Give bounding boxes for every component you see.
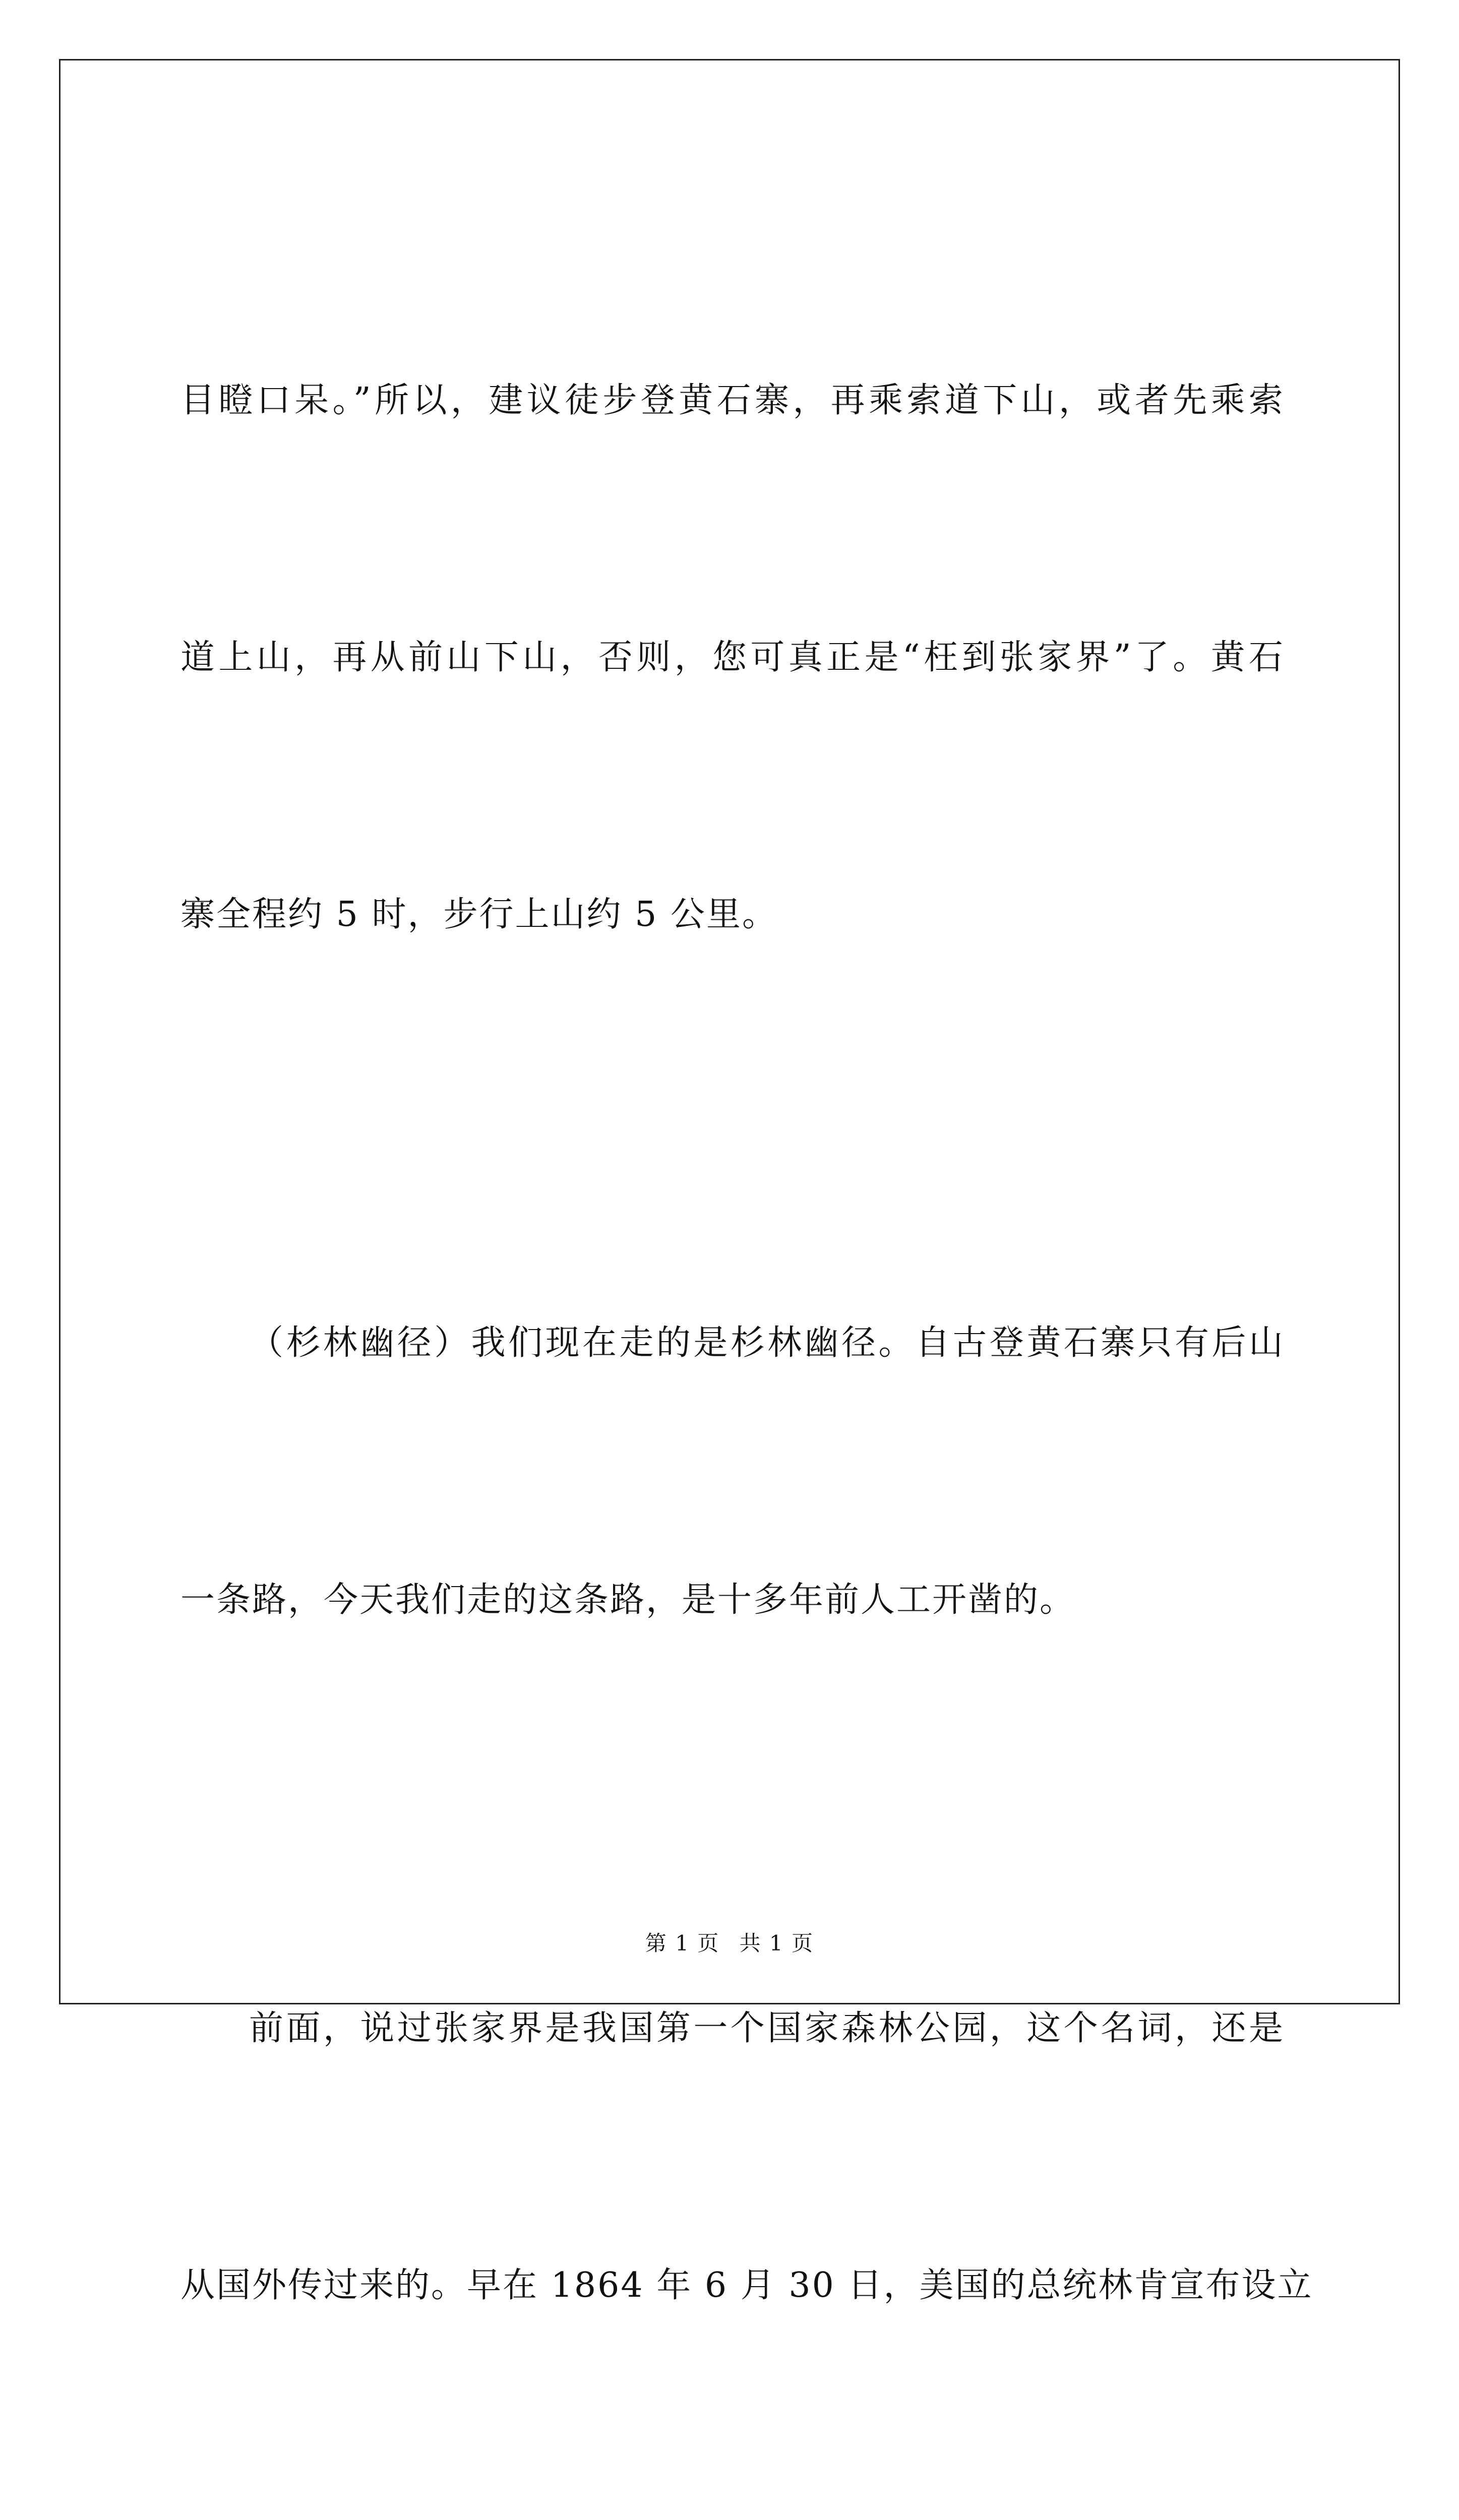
page-total: 共 1 页 xyxy=(739,1931,814,1956)
page-footer xyxy=(0,1927,1459,1957)
page-number: 第 1 页 xyxy=(645,1931,720,1956)
paragraph-3-line-1: 前面，说过张家界是我国第一个国家森林公园，这个名词，还是 xyxy=(249,2008,1285,2048)
document-body xyxy=(180,186,1313,2520)
paragraph-3-line-3 xyxy=(180,2500,1285,2520)
paragraph-1-line-3: 寨全程约 5 时，步行上山约 5 公里。 xyxy=(180,895,778,934)
paragraph-2 xyxy=(180,1129,1285,1814)
paragraph-2-line-1: （杉林幽径）我们现在走的是杉林幽径。自古登黄石寨只有后山 xyxy=(249,1323,1285,1363)
paragraph-3 xyxy=(180,1814,1313,2520)
paragraph-1-line-2: 道上山，再从前山下山，否则，您可真正是“枉到张家界”了。黄石 xyxy=(180,638,1285,677)
paragraph-1 xyxy=(180,186,1285,1129)
paragraph-1-line-1: 目瞪口呆。”所以，建议徒步登黄石寨，再乘索道下山，或者先乘索 xyxy=(180,381,1285,420)
paragraph-3-line-2: 从国外传过来的。早在 1864 年 6 月 30 日，美国的总统林肯宣布设立 xyxy=(180,2265,1313,2305)
paragraph-2-line-2: 一条路，今天我们走的这条路，是十多年前人工开凿的。 xyxy=(180,1580,1076,1620)
